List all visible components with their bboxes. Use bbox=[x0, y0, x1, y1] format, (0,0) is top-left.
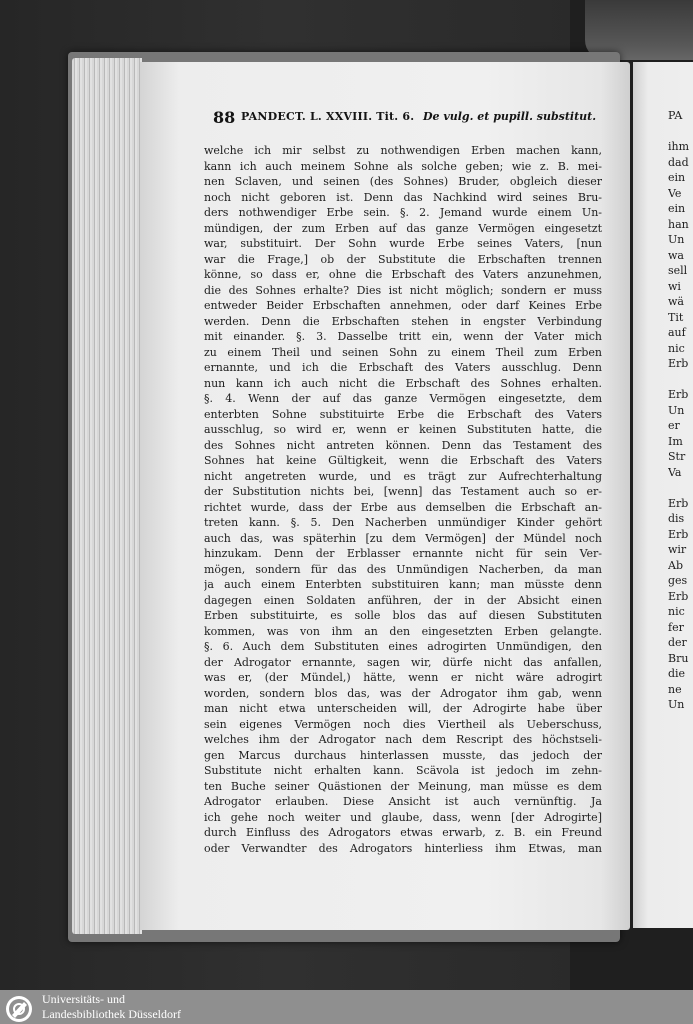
right-page-fragment: wä bbox=[668, 295, 684, 308]
text-line: ich gehe noch weiter und glaube, dass, wenn [der Adrogirte] bbox=[204, 810, 602, 824]
right-page-fragment: dis bbox=[668, 512, 685, 525]
right-page-fragment: er bbox=[668, 419, 680, 432]
right-page-fragment: Erb bbox=[668, 357, 689, 370]
right-page-fragment: Im bbox=[668, 434, 683, 448]
right-page-fragment: der bbox=[668, 636, 687, 649]
text-line: mündigen, der zum Erben auf das ganze Vermögen eingesetzt bbox=[204, 221, 602, 235]
text-line: zu einem Theil und seinen Sohn zu einem Theil zum Erben bbox=[204, 345, 602, 359]
text-line: nen Sclaven, und seinen (des Sohnes) Bruder, obgleich dieser bbox=[204, 175, 602, 188]
right-page-fragment: Ve bbox=[668, 186, 682, 200]
text-line: ja auch einem Enterbten substituiren kann; man müsste denn bbox=[204, 578, 602, 591]
page-body-text bbox=[204, 143, 602, 856]
right-page-fragment: ihm bbox=[668, 140, 690, 153]
text-line: entweder Beider Erbschaften annehmen, oder darf Keines Erbe bbox=[204, 299, 602, 312]
text-line: enterbten Sohne substituirte Erbe die Erbschaft des Vaters bbox=[204, 407, 602, 421]
right-page-fragment: PA bbox=[668, 109, 683, 122]
library-name bbox=[42, 992, 181, 1022]
right-page-fragment bbox=[668, 372, 693, 388]
right-page-fragment: ein bbox=[668, 171, 686, 184]
right-page-fragment: Erb bbox=[668, 527, 689, 541]
uld-ring-logo-icon bbox=[4, 994, 34, 1024]
right-page-fragment: Va bbox=[668, 465, 682, 479]
text-line: kommen, was von ihm an den eingesetzten Erben gelangte. bbox=[204, 624, 602, 638]
right-page-fragment: Tit bbox=[668, 310, 684, 324]
right-page-fragment: sell bbox=[668, 264, 688, 277]
text-line: ders nothwendiger Erbe sein. §. 2. Jemand wurde einem Un- bbox=[204, 206, 602, 219]
text-line: ten Buche seiner Quästionen der Meinung, man müsse es dem bbox=[204, 779, 602, 793]
right-page-fragment: ges bbox=[668, 574, 688, 587]
right-page-fragment: dad bbox=[668, 155, 689, 169]
text-line: des Sohnes nicht antreten können. Denn das Testament des bbox=[204, 438, 602, 452]
text-line: noch nicht geboren ist. Denn das Nachkind wird seines Bru- bbox=[204, 190, 602, 204]
text-line: mögen, sondern für das des Unmündigen Nacherben, da man bbox=[204, 562, 602, 576]
page-header bbox=[213, 108, 605, 132]
right-page-fragment: Ab bbox=[668, 558, 683, 572]
text-line: oder Verwandter des Adrogators hinterliess ihm Etwas, man bbox=[204, 841, 602, 855]
text-line: gen Marcus durchaus hinterlassen musste, das jedoch der bbox=[204, 748, 602, 762]
text-line: war, substituirt. Der Sohn wurde Erbe seines Vaters, [nun bbox=[204, 237, 602, 250]
text-line: §. 4. Wenn der auf das ganze Vermögen eingesetzte, dem bbox=[204, 392, 602, 405]
right-page-fragment bbox=[668, 480, 693, 496]
running-head-title: De vulg. et pupill. substitut. bbox=[423, 110, 597, 123]
text-line: man nicht etwa unterscheiden will, der Adrogirte habe über bbox=[204, 702, 602, 715]
right-page-fragment: Str bbox=[668, 450, 686, 463]
right-page-fragment: Erb bbox=[668, 496, 689, 510]
right-page-fragment: fer bbox=[668, 620, 684, 634]
text-line: ausschlug, so wird er, wenn er keinen Substituten hatte, die bbox=[204, 423, 602, 436]
text-line: der Substitution nichts bei, [wenn] das Testament auch so er- bbox=[204, 485, 602, 498]
right-page-fragment: Un bbox=[668, 698, 685, 711]
right-page-fragment: nic bbox=[668, 341, 685, 355]
right-page-fragment: Bru bbox=[668, 651, 689, 665]
text-line: durch Einfluss des Adrogators etwas erwarb, z. B. ein Freund bbox=[204, 826, 602, 839]
right-page-fragment: han bbox=[668, 217, 689, 231]
text-line: mit einander. §. 3. Dasselbe tritt ein, wenn der Vater mich bbox=[204, 330, 602, 343]
library-footer bbox=[0, 990, 693, 1024]
library-name-line-1: Universitäts- und bbox=[42, 992, 125, 1006]
running-head: PANDECT. L. XXVIII. Tit. 6. bbox=[241, 110, 415, 123]
library-name-line-2: Landesbibliothek Düsseldorf bbox=[42, 1007, 181, 1021]
text-line: hinzukam. Denn der Erblasser ernannte nicht für sein Ver- bbox=[204, 547, 602, 560]
text-line: was er, (der Mündel,) hätte, wenn er nicht wäre adrogirt bbox=[204, 671, 602, 684]
right-page-fragment: nic bbox=[668, 605, 685, 618]
text-line: ernannte, und ich die Erbschaft des Vaters ausschlug. Denn bbox=[204, 361, 602, 374]
page-number: 88 bbox=[213, 108, 236, 127]
right-page-fragment: auf bbox=[668, 326, 686, 339]
text-line: kann ich auch meinem Sohne als solche geben; wie z. B. mei- bbox=[204, 159, 602, 173]
right-page-fragment: Un bbox=[668, 233, 685, 246]
text-line: könne, so dass er, ohne die Erbschaft des Vaters anzunehmen, bbox=[204, 268, 602, 281]
text-line: nicht angetreten wurde, und es trägt zur Aufrechterhaltung bbox=[204, 469, 602, 483]
right-page-fragment: Erb bbox=[668, 589, 689, 603]
right-page-fragment: ein bbox=[668, 202, 686, 215]
text-line: Adrogator erlauben. Diese Ansicht ist auch vernünftig. Ja bbox=[204, 795, 602, 808]
right-page-fragment: Un bbox=[668, 403, 685, 417]
right-page-fragment: wi bbox=[668, 279, 681, 293]
text-line: treten kann. §. 5. Den Nacherben unmündiger Kinder gehört bbox=[204, 516, 602, 529]
text-line: dagegen einen Soldaten anführen, der in der Absicht einen bbox=[204, 593, 602, 607]
text-line: die des Sohnes erhalte? Dies ist nicht möglich; sondern er muss bbox=[204, 283, 602, 297]
right-page-fragment: die bbox=[668, 667, 686, 680]
right-page-fragment: wa bbox=[668, 248, 684, 262]
text-line: nun kann ich auch nicht die Erbschaft des Sohnes erhalten. bbox=[204, 376, 602, 390]
right-page-fragment: ne bbox=[668, 682, 682, 696]
text-line: welche ich mir selbst zu nothwendigen Erben machen kann, bbox=[204, 144, 602, 157]
text-line: der Adrogator ernannte, sagen wir, dürfe nicht das anfallen, bbox=[204, 655, 602, 669]
text-line: welches ihm der Adrogator nach dem Rescript des höchstseli- bbox=[204, 733, 602, 746]
text-line: werden. Denn die Erbschaften stehen in engster Verbindung bbox=[204, 314, 602, 328]
right-page-fragment: wir bbox=[668, 543, 687, 556]
right-page-fragment bbox=[668, 124, 693, 140]
text-line: worden, sondern blos das, was der Adrogator ihm gab, wenn bbox=[204, 686, 602, 700]
text-line: Erben substituirte, es solle blos das auf diesen Substituten bbox=[204, 609, 602, 622]
text-line: auch das, was späterhin [zu dem Vermögen] der Mündel noch bbox=[204, 531, 602, 545]
right-page-text-fragments bbox=[668, 108, 693, 713]
text-line: §. 6. Auch dem Substituten eines adrogirten Unmündigen, den bbox=[204, 640, 602, 653]
text-line: Sohnes hat keine Gültigkeit, wenn die Erbschaft des Vaters bbox=[204, 454, 602, 467]
right-page-fragment: Erb bbox=[668, 388, 689, 401]
text-line: richtet wurde, dass der Erbe aus demselben die Erbschaft an- bbox=[204, 500, 602, 514]
book-cover-top-right bbox=[585, 0, 693, 60]
text-line: Substitute nicht erhalten kann. Scävola ist jedoch im zehn- bbox=[204, 764, 602, 777]
text-line: sein eigenes Vermögen noch dies Viertheil als Ueberschuss, bbox=[204, 717, 602, 731]
text-line: war die Frage,] ob der Substitute die Erbschaften trennen bbox=[204, 252, 602, 266]
page-edge-stack bbox=[72, 58, 142, 934]
